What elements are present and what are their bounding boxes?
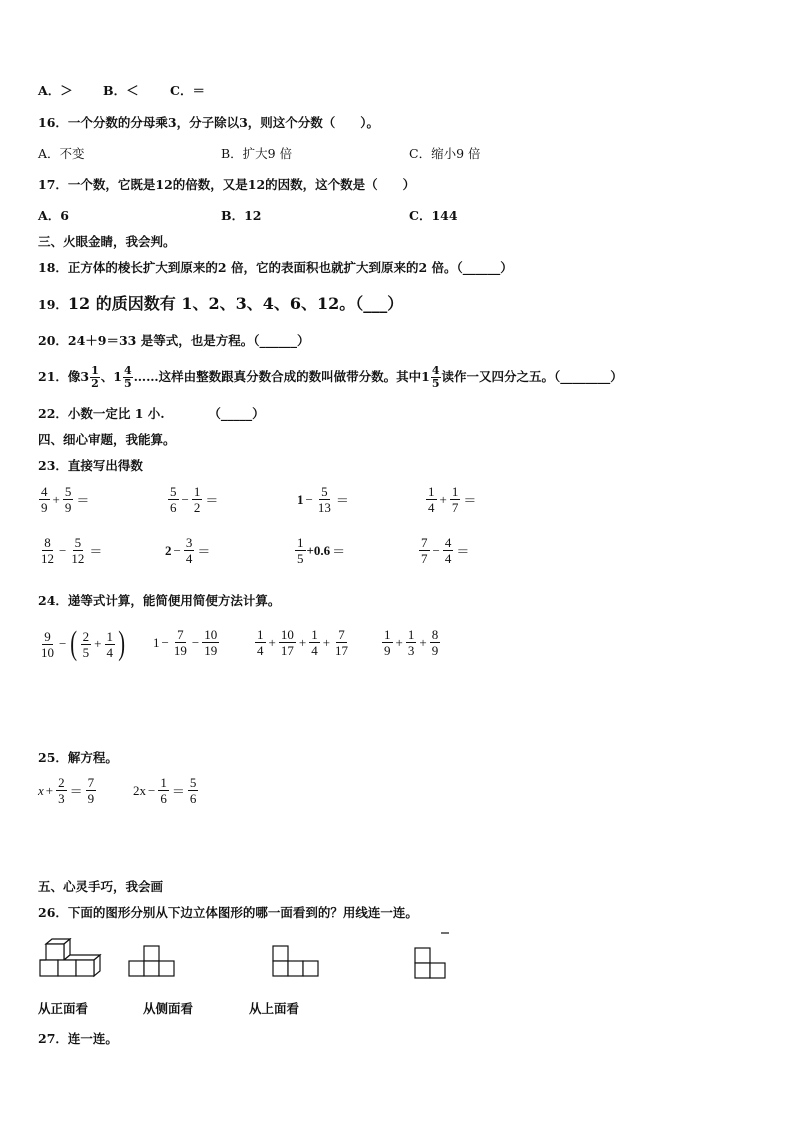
q17-option-a: A．6 (38, 208, 69, 223)
q24-text: 24．递等式计算，能简便用简便方法计算。 (38, 593, 281, 608)
calc-b1: $\frac{8}{12}$ − $\frac{5}{12}$ ＝ (41, 535, 103, 566)
q21-text: 21．像 3 $\frac{1}{2}$ 、 1 $\frac{4}{5}$ ……这样由整数跟真分数合成的数叫做带分数。其中 1 $\frac{4}{5}$ 读作一又四分之五。（________） (38, 363, 623, 390)
q19-number: 19． (38, 297, 68, 312)
q17-option-c: C．144 (409, 208, 458, 223)
q15-option-c: C．＝ (170, 83, 205, 98)
calc-c4: $\frac{1}{9}$ + $\frac{1}{3}$ + $\frac{8}{9}$ (384, 627, 439, 658)
q17-option-b: B．12 (221, 208, 262, 223)
q16-option-c: C．缩小9 倍 (409, 146, 481, 161)
calc-c3: $\frac{1}{4}$ + $\frac{10}{17}$ + $\frac{1}{4}$ + $\frac{7}{17}$ (257, 627, 349, 658)
q18-text: 18．正方体的棱长扩大到原来的2 倍，它的表面积也就扩大到原来的2 倍。（______） (38, 260, 513, 275)
view-label-front: 从正面看 (38, 1001, 89, 1016)
view-label-top: 从上面看 (249, 1001, 300, 1016)
equation-1: x + $\frac{2}{3}$ ＝ $\frac{7}{9}$ (38, 775, 95, 806)
calc-a2: $\frac{5}{6}$ − $\frac{1}{2}$ ＝ (170, 484, 219, 515)
q27-text: 27．连一连。 (38, 1031, 118, 1046)
section4-heading: 四、细心审题，我能算。 (38, 432, 176, 447)
calc-a4: $\frac{1}{4}$ + $\frac{1}{7}$ ＝ (428, 484, 477, 515)
calc-c1: $\frac{9}{10}$ − ( $\frac{2}{5}$ + $\frac{1}{4}$ ) (41, 625, 126, 662)
calc-b3: $\frac{1}{5}$ +0.6 ＝ (297, 535, 346, 566)
q16-option-a: A．不变 (38, 146, 85, 161)
section5-heading: 五、心灵手巧，我会画 (38, 879, 164, 894)
q20-text: 20．24＋9＝33 是等式，也是方程。（______） (38, 333, 310, 348)
q15-option-b: B．＜ (103, 83, 139, 98)
calc-a3: 1 − $\frac{5}{13}$ ＝ (297, 484, 349, 515)
calc-b2: 2 − $\frac{3}{4}$ ＝ (165, 535, 211, 566)
q17-text: 17．一个数，它既是12的倍数，又是12的因数，这个数是（ ） (38, 177, 416, 192)
view-shape-3 (413, 932, 453, 984)
q25-text: 25．解方程。 (38, 750, 118, 765)
calc-a1: $\frac{4}{9}$ + $\frac{5}{9}$ ＝ (41, 484, 90, 515)
calc-c2: 1 − $\frac{7}{19}$ − $\frac{10}{19}$ (153, 627, 218, 658)
section3-heading: 三、火眼金睛，我会判。 (38, 234, 176, 249)
q26-text: 26．下面的图形分别从下边立体图形的哪一面看到的？用线连一连。 (38, 905, 418, 920)
view-shape-1 (128, 943, 178, 981)
q22-text: 22．小数一定比 1 小. （_____） (38, 406, 265, 421)
calc-b4: $\frac{7}{7}$ − $\frac{4}{4}$ ＝ (421, 535, 470, 566)
q19-text: 12 的质因数有 1、2、3、4、6、12。（___） (67, 294, 404, 313)
view-label-side: 从侧面看 (143, 1001, 194, 1016)
solid-figure (38, 938, 102, 982)
view-shape-2 (272, 943, 322, 981)
equation-2: 2x − $\frac{1}{6}$ ＝ $\frac{5}{6}$ (133, 775, 197, 806)
q16-text: 16．一个分数的分母乘3，分子除以3，则这个分数（ ）。 (38, 115, 380, 130)
q16-option-b: B．扩大9 倍 (221, 146, 293, 161)
q23-text: 23．直接写出得数 (38, 458, 143, 473)
q15-option-a: A．＞ (38, 83, 73, 98)
